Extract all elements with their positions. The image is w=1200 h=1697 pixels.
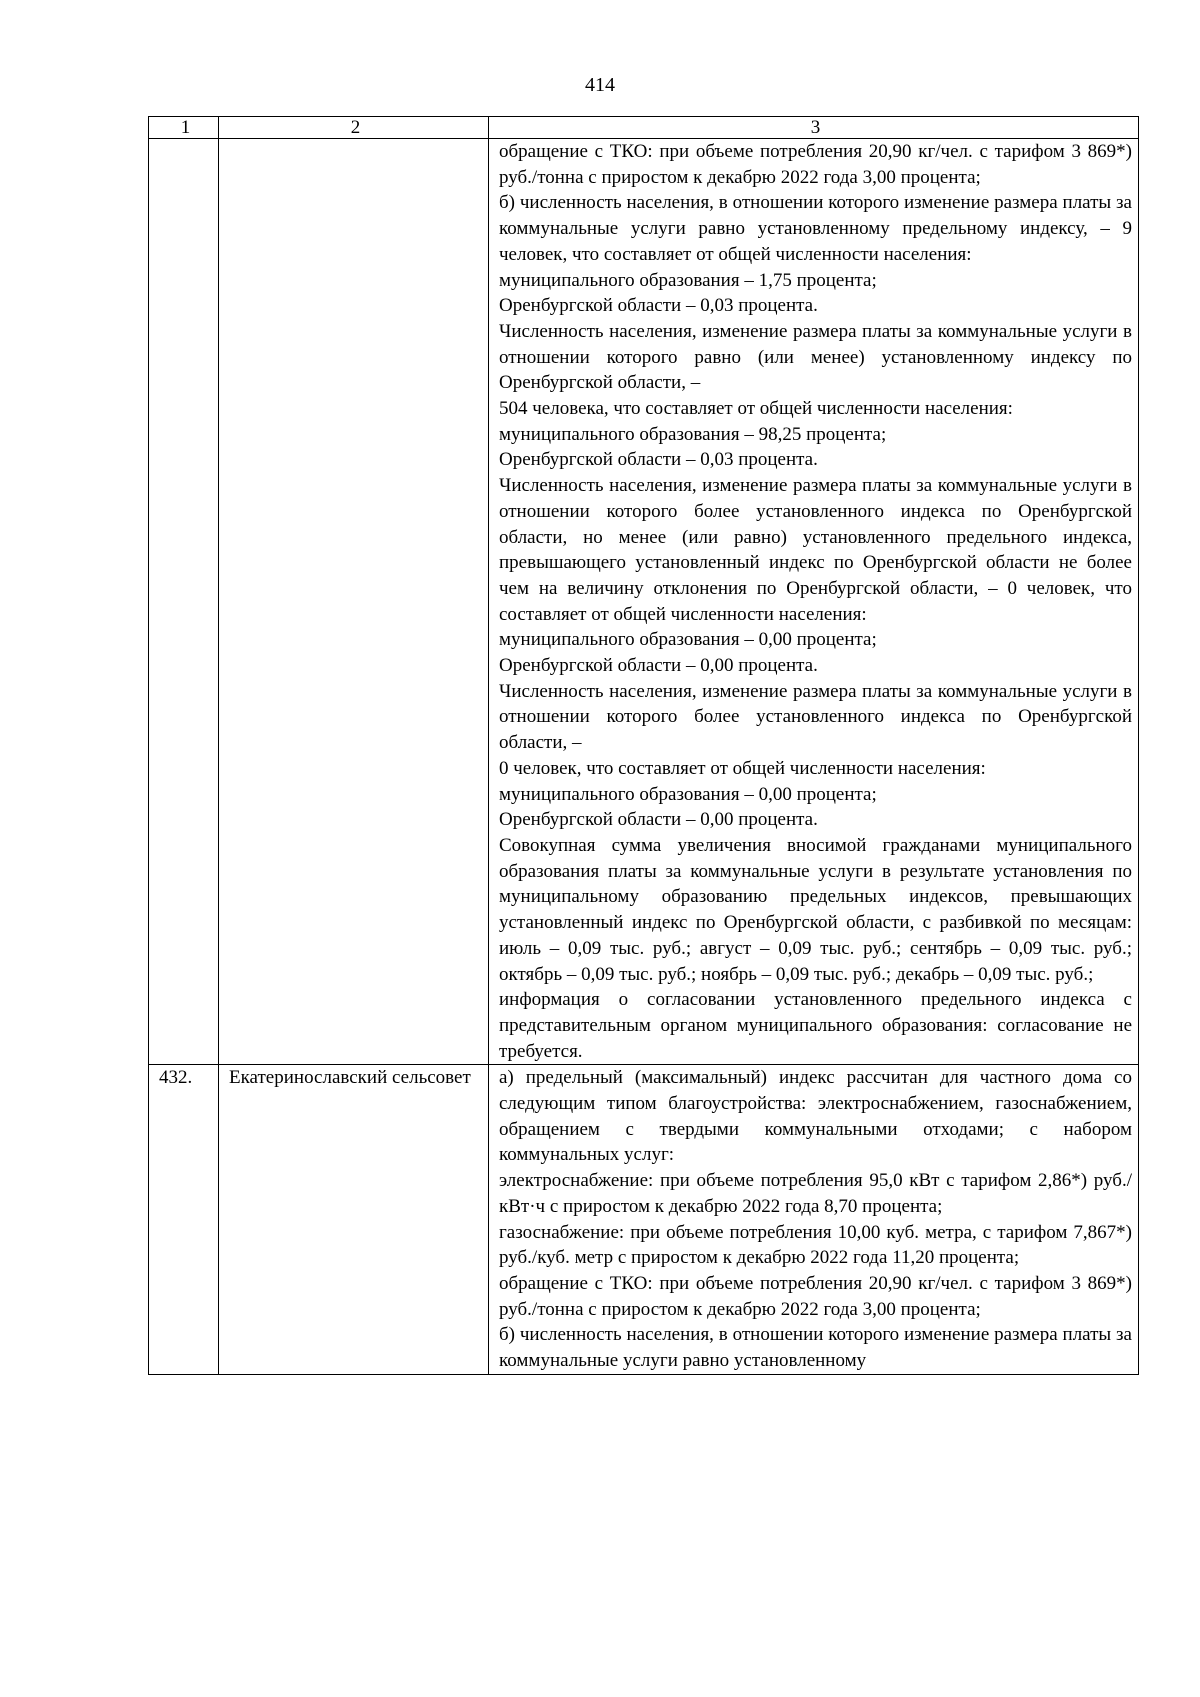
content-paragraph: муниципального образования – 1,75 процента; [499,269,877,291]
row-number: 432. [149,1065,219,1374]
content-paragraph: Численность населения, изменение размера платы за коммунальные услуги в отношении которого равно (или менее) установленному индексу по Оренбургской области, – [499,320,1132,394]
municipality-name [219,139,489,1065]
content-paragraph: а) предельный (максимальный) индекс рассчитан для частного дома со следующим типом благоустройства: электроснабжением, газоснабжением, обращением с твердыми коммунальными отходами; с набором коммунальных услуг: [499,1067,1132,1166]
header-col-2: 2 [219,117,489,139]
content-paragraph: муниципального образования – 0,00 процента; [499,783,877,805]
table-row [149,139,1139,1065]
content-paragraph: обращение с ТКО: при объеме потребления 20,90 кг/чел. с тарифом 3 869*) руб./тонна с приростом к декабрю 2022 года 3,00 процента; [499,141,1132,188]
content-paragraph: Численность населения, изменение размера платы за коммунальные услуги в отношении которого более установленного индекса по Оренбургской области, – [499,680,1132,754]
table-row [149,1065,1139,1374]
content-paragraph: обращение с ТКО: при объеме потребления 20,90 кг/чел. с тарифом 3 869*) руб./тонна с приростом к декабрю 2022 года 3,00 процента; [499,1272,1132,1320]
content-paragraph: Оренбургской области – 0,03 процента. [499,295,818,317]
row-content [489,1065,1139,1374]
content-paragraph: Оренбургской области – 0,00 процента. [499,655,818,677]
content-paragraph: 504 человека, что составляет от общей численности населения: [499,398,1013,420]
municipality-name: Екатеринославский сельсовет [219,1065,489,1374]
content-paragraph: Оренбургской области – 0,03 процента. [499,449,818,471]
content-paragraph: муниципального образования – 98,25 процента; [499,423,887,445]
content-paragraph: информация о согласовании установленного предельного индекса с представительным органом муниципального образования: согласование не требуется. [499,989,1132,1062]
content-paragraph: муниципального образования – 0,00 процента; [499,629,877,651]
content-paragraph: б) численность населения, в отношении которого изменение размера платы за коммунальные услуги равно установленному [499,1324,1132,1372]
content-paragraph: Совокупная сумма увеличения вносимой гражданами муниципального образования платы за коммунальные услуги в результате установления по муниципальному образованию предельных индексов, превышающих установленный индекс по Оренбургской области, с разбивкой по месяцам: июль – 0,09 тыс. руб.; август – 0,09 тыс. руб.; сентябрь – 0,09 тыс. руб.; октябрь – 0,09 тыс. руб.; ноябрь – 0,09 тыс. руб.; декабрь – 0,09 тыс. руб.; [499,834,1132,985]
document-table [148,116,1139,1375]
page-number: 414 [585,74,615,96]
content-paragraph: электроснабжение: при объеме потребления 95,0 кВт с тарифом 2,86*) руб./кВт·ч с приростом к декабрю 2022 года 8,70 процента; [499,1170,1132,1217]
row-number [149,139,219,1065]
content-paragraph: Оренбургской области – 0,00 процента. [499,809,818,831]
row-content [489,139,1139,1065]
header-col-1: 1 [149,117,219,139]
header-col-3: 3 [489,117,1139,139]
content-paragraph: б) численность населения, в отношении которого изменение размера платы за коммунальные услуги равно установленному предельному индексу, – 9 человек, что составляет от общей численности населения: [499,192,1132,265]
content-paragraph: газоснабжение: при объеме потребления 10,00 куб. метра, с тарифом 7,867*) руб./куб. метр с приростом к декабрю 2022 года 11,20 процента; [499,1221,1132,1269]
content-paragraph: Численность населения, изменение размера платы за коммунальные услуги в отношении которого более установленного индекса по Оренбургской области, но менее (или равно) установленного предельного индекса, превышающего установленный индекс по Оренбургской области не более чем на величину отклонения по Оренбургской области, – 0 человек, что составляет от общей численности населения: [499,475,1132,625]
content-paragraph: 0 человек, что составляет от общей численности населения: [499,757,986,779]
table-header-row [149,117,1139,139]
